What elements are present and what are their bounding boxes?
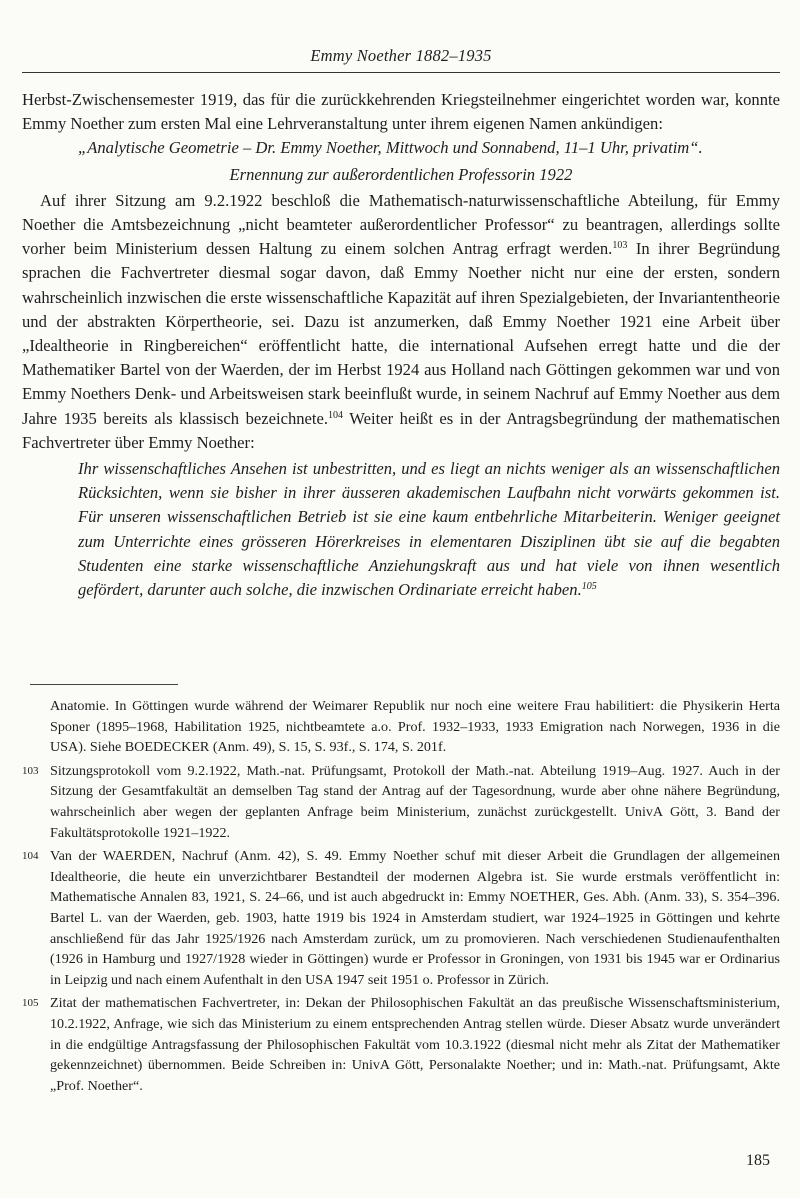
footnote-continued bbox=[22, 696, 780, 758]
footnote-text: Sitzungsprotokoll vom 9.2.1922, Math.-nat. Prüfungsamt, Protokoll der Math.-nat. Abteilung 1919–Aug. 1927. Auch in der Sitzung der Gesamtfakultät an demselben Tag stand der Antrag auf der Tagesordnung, wurde aber ohne nähere Begründung, wahrscheinlich aber wegen der geplanten Anfrage beim Ministerium, zunächst zurückgestellt. UnivA Gött, 3. Band der Fakultätsprotokolle 1921–1922. bbox=[50, 762, 780, 841]
footnote-ref-105[interactable]: 105 bbox=[581, 581, 597, 593]
paragraph-2 bbox=[22, 189, 780, 455]
paragraph-2-part-a: Auf ihrer Sitzung am 9.2.1922 beschloß die Mathematisch-naturwissenschaftliche Abteilung, für Emmy Noether die Amtsbezeichnung „nicht beamteter außerordentlicher Professor“ zu beantragen, allerdings sollte vorher beim Ministerium dessen Haltung zu einem solchen Antrag erfragt werden. bbox=[22, 190, 780, 259]
footnote-text: Anatomie. In Göttingen wurde während der Weimarer Republik nur noch eine weitere Frau habilitiert: die Physikerin Herta Sponer (1895–1968, Habilitation 1925, nichtbeamtete a.o. Prof. 1932–1933, 1933 Emigration nach Norwegen, 1936 in die USA). Siehe BOEDECKER (Anm. 49), S. 15, S. 93f., S. 174, S. 201f. bbox=[50, 698, 780, 756]
footnote-text: Zitat der mathematischen Fachvertreter, in: Dekan der Philosophischen Fakultät an das preußische Wissenschaftsministerium, 10.2.1922, Anfrage, wie sich das Ministerium zu einem entsprechenden Antrag stellen würde. Dieser Absatz wurde unverändert in die endgültige Antragsfassung der Philosophischen Fakultät vom 10.3.1922 (diesmal nicht mehr als Zitat der Mathematiker gekennzeichnet) übernommen. Beide Schreiben in: UnivA Gött, Personalakte Noether; und in: Math.-nat. Prüfungsamt, Akte „Prof. Noether“. bbox=[50, 995, 780, 1094]
block-quote bbox=[78, 457, 780, 602]
footnote-104 bbox=[22, 846, 780, 990]
footnotes bbox=[22, 696, 780, 1099]
footnote-text: Van der WAERDEN, Nachruf (Anm. 42), S. 49. Emmy Noether schuf mit dieser Arbeit die Grundlagen der allgemeinen Idealtheorie, die heute ein unverzichtbarer Bestandteil der modernen Algebra ist. Sie wurde erstmals veröffentlicht in: Mathematische Annalen 83, 1921, S. 24–66, und ist auch abgedruckt in: Emmy NOETHER, Ges. Abh. (Anm. 33), S. 354–396. Bartel L. van der Waerden, geb. 1903, hatte 1919 bis 1924 in Amsterdam studiert, war 1924–1925 in Göttingen und kehrte anschließend für das Jahr 1925/1926 nach Amsterdam zurück, um zu promovieren. Nach verschiedenen Studienaufenthalten (1926 in Hamburg und 1927/1928 wieder in Göttingen) wurde er Professor in Groningen, von 1931 bis 1945 war er Ordinarius in Leipzig und nach einem Aufenthalt in den USA 1947 seit 1951 o. Professor in Zürich. bbox=[50, 848, 780, 988]
footnote-number: 105 bbox=[22, 997, 39, 1010]
paragraph-2-part-b: In ihrer Begründung sprachen die Fachvertreter diesmal sogar davon, daß Emmy Noether nicht nur eine der ersten, sondern wahrscheinlich inzwischen die erste wissenschaftliche Kapazität auf ihren Spezialgebieten, der Invariantentheorie und der abstrakten Körpertheorie, sei. Dazu ist anzumerken, daß Emmy Noether 1921 eine Arbeit über „Idealtheorie in Ringbereichen“ eröffentlicht hatte, die international Aufsehen erregt hatte und die der Mathematiker Bartel von der Waerden, der im Herbst 1924 aus Holland nach Göttingen gekommen war und von Emmy Noethers Denk- und Arbeitsweisen stark beeinflußt wurde, in seinem Nachruf auf Emmy Noether aus dem Jahre 1935 bereits als klassisch bezeichnete. bbox=[22, 239, 780, 428]
footnote-number: 103 bbox=[22, 764, 39, 777]
footnote-103 bbox=[22, 761, 780, 843]
running-head: Emmy Noether 1882–1935 bbox=[310, 46, 492, 65]
section-subheading: Ernennung zur außerordentlichen Professorin 1922 bbox=[229, 164, 573, 184]
page-number: 185 bbox=[746, 1152, 770, 1169]
paragraph-2-part-c: Weiter heißt es in der Antragsbegründung der mathematischen Fachvertreter über Emmy Noether: bbox=[22, 408, 780, 452]
block-quote-text: Ihr wissenschaftliches Ansehen ist unbestritten, und es liegt an nichts weniger als an wissenschaftlichen Rücksichten, wenn sie bisher in ihrer äusseren akademischen Laufbahn nicht vorwärts gekommen ist. Für unseren wissenschaftlichen Betrieb ist sie eine kaum entbehrliche Mitarbeiterin. Weniger geeignet zum Unterrichte eines grösseren Hörerkreises in elementaren Disziplinen übt sie auf die begabten Studenten eine starke wissenschaftliche Anziehungskraft aus und hat viele von ihnen wesentlich gefördert, darunter auch solche, die inzwischen Ordinariate erreicht haben. bbox=[78, 459, 780, 600]
footnote-number: 104 bbox=[22, 850, 39, 863]
footnote-rule bbox=[30, 684, 178, 685]
footnote-ref-104[interactable]: 104 bbox=[328, 409, 344, 421]
lecture-announcement-quote: „Analytische Geometrie – Dr. Emmy Noether, Mittwoch und Sonnabend, 11–1 Uhr, privatim“. bbox=[78, 138, 703, 158]
main-text bbox=[22, 88, 780, 602]
footnote-ref-103[interactable]: 103 bbox=[612, 240, 628, 252]
paragraph-1: Herbst-Zwischensemester 1919, das für die zurückkehrenden Kriegsteilnehmer eingerichtet worden war, konnte Emmy Noether zum ersten Mal eine Lehrveranstaltung unter ihrem eigenen Namen ankündigen: bbox=[22, 90, 780, 134]
footnote-105 bbox=[22, 993, 780, 1096]
header-rule bbox=[22, 72, 780, 73]
